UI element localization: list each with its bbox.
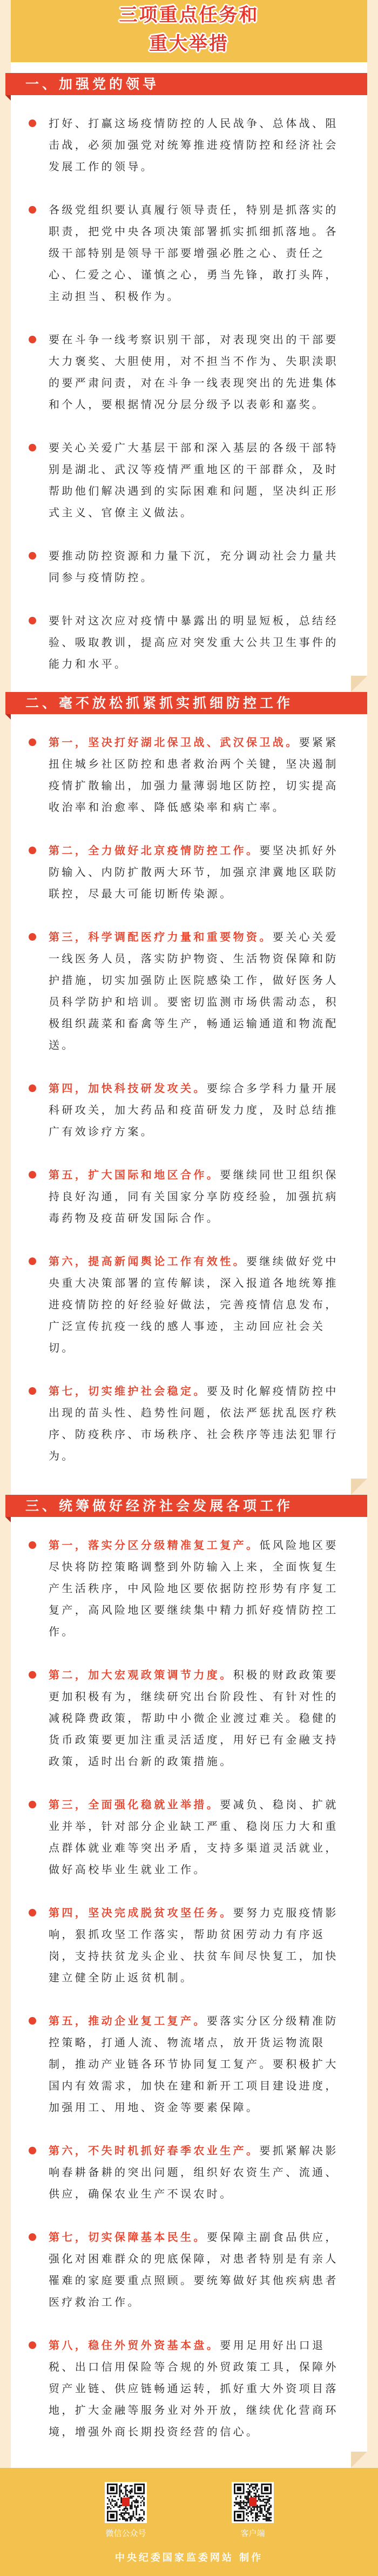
section-header <box>5 73 367 95</box>
item-lead: 第二，加大宏观政策调节力度。 <box>49 1668 233 1681</box>
item-text: 要关心关爱广大基层干部和深入基层的各级干部特别是湖北、武汉等疫情严重地区的干部群众，及时帮助他们解决遇到的实际困难和问题，坚决纠正形式主义、官僚主义做法。 <box>49 441 339 519</box>
item-text: 要紧紧扭住城乡社区防控和患者救治两个关键，坚决遏制疫情扩散输出，加强力量薄弱地区防控，切实提高收治率和治愈率、降低感染率和病亡率。 <box>49 736 339 814</box>
item-lead: 第三，全面强化稳就业举措。 <box>49 1798 220 1811</box>
item-list <box>0 714 378 1479</box>
page-curl-decoration <box>351 2452 367 2468</box>
item-text: 要及时化解疫情防控中出现的苗头性、趋势性问题，依法严惩扰乱医疗秩序、防疫秩序、市场秩序、社会秩序等违法犯罪行为。 <box>49 1384 339 1462</box>
item-lead: 第一，落实分区分级精准复工复产。 <box>49 1539 260 1552</box>
bullet-dot-icon <box>29 738 36 746</box>
item-list <box>0 1517 378 2452</box>
list-item <box>49 840 343 904</box>
list-item <box>49 2334 343 2442</box>
item-text: 要在斗争一线考察识别干部，对表现突出的干部要大力褒奖、大胆使用，对不担当不作为、失职渎职的要严肃问责，对在斗争一线表现突出的先进集体和个人，要根据情况分层分级予以表彰和嘉奖。 <box>49 333 339 411</box>
qr-code-icon <box>105 2482 147 2523</box>
qr-label-wechat: 微信公众号 <box>105 2528 146 2538</box>
qr-code-wechat[interactable] <box>105 2482 147 2523</box>
item-text: 要关心关爱一线医务人员，落实防护物资、生活物资保障和防护措施，切实加强防止医院感染工作，做好医务人员科学防护和培训。要密切监测市场供需动态，积极组织蔬菜和畜禽等生产，畅通运输通道和物流配送。 <box>49 930 339 1051</box>
bullet-dot-icon <box>29 2147 36 2154</box>
footer <box>0 2468 378 2576</box>
item-lead: 第七，切实保障基本民生。 <box>49 2231 207 2244</box>
item-text: 要用足用好出口退税、出口信用保险等合规的外贸政策工具，保障外贸产业链、供应链畅通运转，抓好重大外资项目落地，扩大金融等服务业对外开放，继续优化营商环境，增强外商长期投资经营的信心。 <box>49 2339 339 2438</box>
section-title: 三、统筹做好经济社会发展各项工作 <box>25 1498 294 1514</box>
bullet-dot-icon <box>29 1257 36 1265</box>
section-title: 二、毫不放松抓紧抓实抓细防控工作 <box>25 695 294 711</box>
list-item <box>49 1380 343 1467</box>
item-text: 要继续做好党中央重大决策部署的宣传解读，深入报道各地统筹推进疫情防控的好经验好做法，完善疫情信息发布，广泛宣传抗疫一线的感人事迹，主动回应社会关切。 <box>49 1255 339 1354</box>
page-curl-decoration <box>351 676 367 692</box>
list-item <box>49 437 343 523</box>
section-2 <box>0 676 378 1479</box>
list-item <box>49 329 343 415</box>
item-text: 要努力克服疫情影响，狠抓攻坚工作落实，帮助贫困劳动力有序返岗，支持扶贫龙头企业、扶贫车间尽快复工，加快建立健全防止返贫机制。 <box>49 1906 339 1984</box>
bullet-dot-icon <box>29 847 36 854</box>
section-header <box>5 692 367 714</box>
bullet-dot-icon <box>29 1801 36 1808</box>
section-1 <box>0 62 378 676</box>
item-text: 要抓紧解决影响春耕备耕的突出问题，组织好农资生产、流通、供应，确保农业生产不误农时。 <box>49 2144 339 2200</box>
item-lead: 第六，不失时机抓好春季农业生产。 <box>49 2144 260 2157</box>
item-lead: 第六，提高新闻舆论工作有效性。 <box>49 1255 246 1268</box>
item-list <box>0 95 378 676</box>
qr-label-client: 客户端 <box>240 2528 265 2538</box>
list-item <box>49 1902 343 1988</box>
list-item <box>49 2226 343 2313</box>
content-card <box>0 62 378 2468</box>
item-text: 要推动防控资源和力量下沉，充分调动社会力量共同参与疫情防控。 <box>49 549 339 584</box>
list-item <box>49 1664 343 1772</box>
bullet-dot-icon <box>29 2017 36 2025</box>
item-lead: 第五，推动企业复工复产。 <box>49 2014 207 2027</box>
item-text: 要落实分区分级精准防控策略，打通人流、物流堵点，放开货运物流限制，推动产业链各环节协同复工复产。要积极扩大国内有效需求，加快在建和新开工项目建设进度，加强用工、用地、资金等要素保障。 <box>49 2014 339 2114</box>
item-lead: 第四，加快科技研发攻关。 <box>49 1082 207 1095</box>
item-text: 积极的财政政策要更加积极有为，继续研究出台阶段性、有针对性的减税降费政策，帮助中小微企业渡过难关。稳健的货币政策要更加注重灵活适度，用好已有金融支持政策，适时出台新的政策措施。 <box>49 1668 339 1768</box>
list-item <box>49 610 343 675</box>
list-item <box>49 1534 343 1642</box>
credit-text: 中央纪委国家监委网站 制作 <box>114 2552 264 2564</box>
list-item <box>49 1164 343 1229</box>
list-item <box>49 1794 343 1880</box>
qr-code-client[interactable] <box>232 2482 274 2523</box>
list-item <box>49 731 343 818</box>
list-item <box>49 112 343 177</box>
item-lead: 第四，坚决完成脱贫攻坚任务。 <box>49 1906 233 1919</box>
section-header <box>5 1495 367 1517</box>
item-text: 要保障主副食品供应，强化对困难群众的兜底保障，对患者特别是有亲人罹难的家庭要重点照顾。要统筹做好其他疾病患者医疗救治工作。 <box>49 2231 339 2308</box>
bullet-dot-icon <box>29 1171 36 1179</box>
item-text: 要坚决抓好外防输入、内防扩散两大环节，加强京津冀地区联防联控，尽最大可能切断传染源。 <box>49 844 339 900</box>
list-item <box>49 2140 343 2205</box>
bullet-dot-icon <box>29 1671 36 1679</box>
item-text: 要继续同世卫组织保持良好沟通，同有关国家分享防疫经验，加强抗病毒药物及疫苗研发国际合作。 <box>49 1168 339 1224</box>
item-text: 各级党组织要认真履行领导责任，特别是抓落实的职责，把党中央各项决策部署抓实抓细抓落地。各级干部特别是领导干部要增强必胜之心、责任之心、仁爱之心、谨慎之心，勇当先锋，敢打头阵，主动担当、积极作为。 <box>49 203 339 303</box>
item-text: 低风险地区要尽快将防控策略调整到外防输入上来，全面恢复生产生活秩序，中风险地区要依据防控形势有序复工复产，高风险地区要继续集中精力抓好疫情防控工作。 <box>49 1539 339 1638</box>
bullet-dot-icon <box>29 119 36 127</box>
item-lead: 第五，扩大国际和地区合作。 <box>49 1168 220 1181</box>
bullet-dot-icon <box>29 933 36 941</box>
page-title-line-1: 三项重点任务和 <box>119 4 259 26</box>
list-item <box>49 199 343 307</box>
qr-code-icon <box>232 2482 274 2523</box>
item-lead: 第三，科学调配医疗力量和重要物资。 <box>49 930 273 943</box>
page-title-line-2: 重大举措 <box>149 33 229 55</box>
item-text: 要综合多学科力量开展科研攻关，加大药品和疫苗研发力度，及时总结推广有效诊疗方案。 <box>49 1082 339 1138</box>
title-banner <box>11 0 367 62</box>
list-item <box>49 926 343 1056</box>
item-lead: 第二，全力做好北京疫情防控工作。 <box>49 844 260 857</box>
bullet-dot-icon <box>29 1541 36 1549</box>
bullet-dot-icon <box>29 2341 36 2349</box>
list-item <box>49 1077 343 1142</box>
section-3 <box>0 1479 378 2468</box>
item-lead: 第一，坚决打好湖北保卫战、武汉保卫战。 <box>49 736 299 749</box>
list-item <box>49 1250 343 1359</box>
list-item <box>49 545 343 588</box>
section-title: 一、加强党的领导 <box>25 76 160 92</box>
bullet-dot-icon <box>29 1909 36 1916</box>
item-text: 要针对这次应对疫情中暴露出的明显短板，总结经验、吸取教训，提高应对突发重大公共卫生事件的能力和水平。 <box>49 614 339 670</box>
bullet-dot-icon <box>29 1387 36 1395</box>
bullet-dot-icon <box>29 444 36 451</box>
item-lead: 第八，稳住外贸外资基本盘。 <box>49 2339 220 2352</box>
item-text: 要减负、稳岗、扩就业并举，针对部分企业缺工严重、稳岗压力大和重点群体就业难等突出矛盾，支持多渠道灵活就业，做好高校毕业生就业工作。 <box>49 1798 339 1876</box>
bullet-dot-icon <box>29 206 36 214</box>
item-text: 打好、打赢这场疫情防控的人民战争、总体战、阻击战，必须加强党对统筹推进疫情防控和经济社会发展工作的领导。 <box>49 117 339 173</box>
bullet-dot-icon <box>29 1084 36 1092</box>
list-item <box>49 2010 343 2118</box>
bullet-dot-icon <box>29 552 36 560</box>
bullet-dot-icon <box>29 2233 36 2241</box>
item-lead: 第七，切实维护社会稳定。 <box>49 1384 207 1397</box>
bullet-dot-icon <box>29 336 36 343</box>
page-curl-decoration <box>351 1479 367 1495</box>
bullet-dot-icon <box>29 617 36 624</box>
